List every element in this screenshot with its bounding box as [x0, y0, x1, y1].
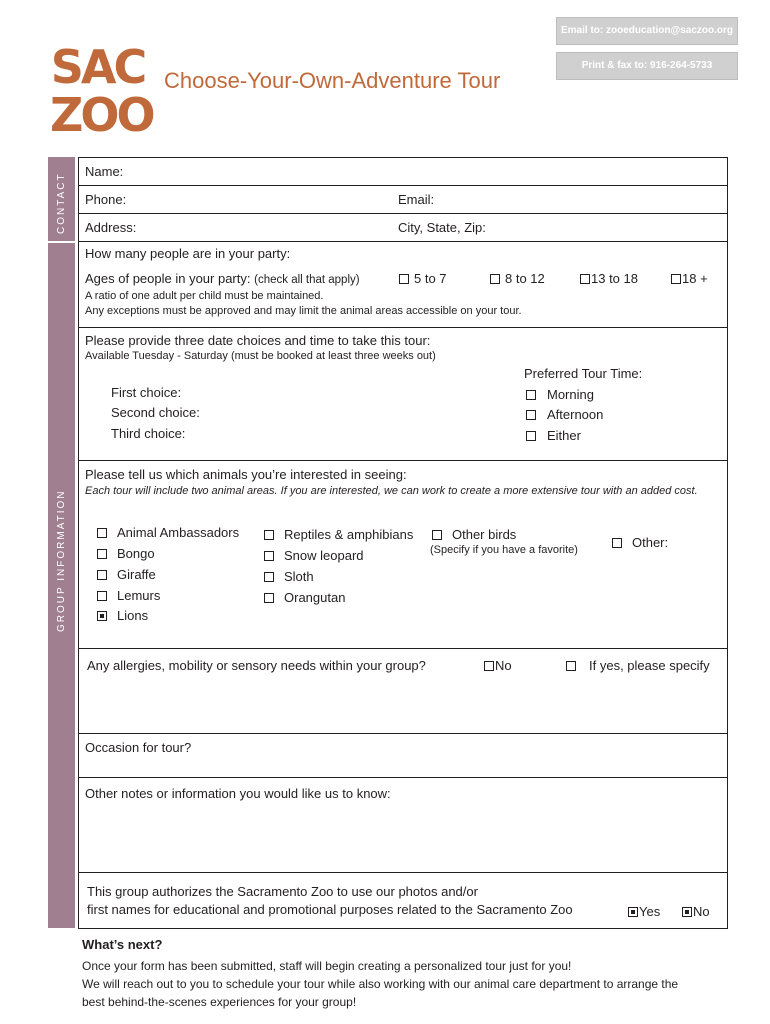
third-choice-field[interactable]: Third choice:: [111, 426, 186, 441]
animal-lions[interactable]: Lions: [97, 608, 148, 623]
animal-snow-leopard[interactable]: Snow leopard: [264, 548, 364, 563]
checkbox-icon: [399, 274, 409, 284]
animal-lemurs[interactable]: Lemurs: [97, 588, 160, 603]
checkbox-icon: [264, 593, 274, 603]
checkbox-icon: [484, 661, 494, 671]
divider: [78, 185, 728, 186]
needs-question: Any allergies, mobility or sensory needs within your group?: [87, 658, 426, 673]
animal-giraffe[interactable]: Giraffe: [97, 567, 156, 582]
print-fax-button[interactable]: Print & fax to: 916-264-5733: [556, 52, 738, 80]
animals-heading: Please tell us which animals you’re interested in seeing:: [85, 467, 407, 482]
animal-other-birds[interactable]: Other birds: [432, 527, 516, 542]
checkbox-icon: [682, 907, 692, 917]
email-button[interactable]: Email to: zooeducation@saczoo.org: [556, 17, 738, 45]
checkbox-icon: [526, 431, 536, 441]
email-field[interactable]: Email:: [398, 192, 435, 207]
checkbox-icon: [580, 274, 590, 284]
whats-next-line-2: We will reach out to you to schedule your tour while also working with our animal care department to arrange the: [82, 977, 679, 991]
time-afternoon[interactable]: Afternoon: [526, 407, 603, 422]
page-title: Choose-Your-Own-Adventure Tour: [164, 68, 501, 93]
authorization-yes[interactable]: Yes: [628, 904, 660, 919]
age-option-13-18[interactable]: 13 to 18: [580, 271, 638, 286]
divider: [78, 872, 728, 873]
group-info-label: GROUP INFORMATION: [56, 489, 67, 632]
time-either[interactable]: Either: [526, 428, 581, 443]
second-choice-field[interactable]: Second choice:: [111, 405, 200, 420]
animal-sloth[interactable]: Sloth: [264, 569, 314, 584]
phone-field[interactable]: Phone:: [85, 192, 127, 207]
checkbox-icon: [612, 538, 622, 548]
checkbox-icon: [566, 661, 576, 671]
checkbox-icon: [526, 390, 536, 400]
checkbox-icon: [526, 410, 536, 420]
tour-time-label: Preferred Tour Time:: [524, 366, 643, 381]
needs-no[interactable]: No: [484, 658, 512, 673]
whats-next-line-1: Once your form has been submitted, staff will begin creating a personalized tour just for you!: [82, 959, 572, 973]
divider: [78, 213, 728, 214]
checkbox-icon: [264, 572, 274, 582]
availability-note: Available Tuesday - Saturday (must be booked at least three weeks out): [85, 350, 436, 362]
divider: [78, 777, 728, 778]
ratio-note: A ratio of one adult per child must be maintained.: [85, 290, 324, 302]
age-option-18-plus[interactable]: 18 +: [671, 271, 708, 286]
animal-orangutan[interactable]: Orangutan: [264, 590, 345, 605]
checkbox-icon: [97, 549, 107, 559]
time-morning[interactable]: Morning: [526, 387, 594, 402]
checkbox-icon: [671, 274, 681, 284]
checkbox-icon: [97, 611, 107, 621]
divider: [78, 241, 728, 242]
age-option-8-12[interactable]: 8 to 12: [490, 271, 545, 286]
checkbox-icon: [432, 530, 442, 540]
animal-ambassadors[interactable]: Animal Ambassadors: [97, 525, 239, 540]
checkbox-icon: [490, 274, 500, 284]
whats-next-line-3: best behind-the-scenes experiences for your group!: [82, 995, 357, 1009]
authorization-line-2: first names for educational and promotional purposes related to the Sacramento Zoo: [87, 902, 573, 917]
exceptions-note: Any exceptions must be approved and may limit the animal areas accessible on your tour.: [85, 305, 522, 317]
checkbox-icon: [97, 570, 107, 580]
checkbox-icon: [97, 591, 107, 601]
divider: [78, 460, 728, 461]
name-field[interactable]: Name:: [85, 164, 124, 179]
first-choice-field[interactable]: First choice:: [111, 385, 182, 400]
authorization-no[interactable]: No: [682, 904, 710, 919]
notes-field[interactable]: Other notes or information you would like us to know:: [85, 786, 391, 801]
divider: [78, 733, 728, 734]
contact-label: CONTACT: [56, 172, 67, 234]
city-state-zip-field[interactable]: City, State, Zip:: [398, 220, 486, 235]
age-option-5-7[interactable]: 5 to 7: [399, 271, 447, 286]
checkbox-icon: [628, 907, 638, 917]
occasion-field[interactable]: Occasion for tour?: [85, 740, 192, 755]
ages-label: Ages of people in your party: (check all that apply): [85, 271, 360, 286]
checkbox-icon: [97, 528, 107, 538]
checkbox-icon: [264, 530, 274, 540]
party-size-field[interactable]: How many people are in your party:: [85, 246, 291, 261]
animal-reptiles[interactable]: Reptiles & amphibians: [264, 527, 413, 542]
logo-line-1: SAC: [50, 40, 145, 94]
sac-zoo-logo: [50, 40, 153, 142]
authorization-line-1: This group authorizes the Sacramento Zoo to use our photos and/or: [87, 884, 478, 899]
animal-bongo[interactable]: Bongo: [97, 546, 155, 561]
logo-line-2: ZOO: [50, 88, 153, 142]
divider: [78, 648, 728, 649]
needs-yes-specify[interactable]: If yes, please specify: [566, 658, 710, 673]
dates-heading: Please provide three date choices and time to take this tour:: [85, 333, 431, 348]
specify-favorite-note: (Specify if you have a favorite): [430, 544, 578, 556]
whats-next-heading: What’s next?: [82, 937, 163, 952]
animal-other-field[interactable]: Other:: [612, 535, 668, 550]
animals-note: Each tour will include two animal areas. If you are interested, we can work to create a more extensive tour with an added cost.: [85, 485, 698, 497]
address-field[interactable]: Address:: [85, 220, 137, 235]
checkbox-icon: [264, 551, 274, 561]
divider: [78, 327, 728, 328]
